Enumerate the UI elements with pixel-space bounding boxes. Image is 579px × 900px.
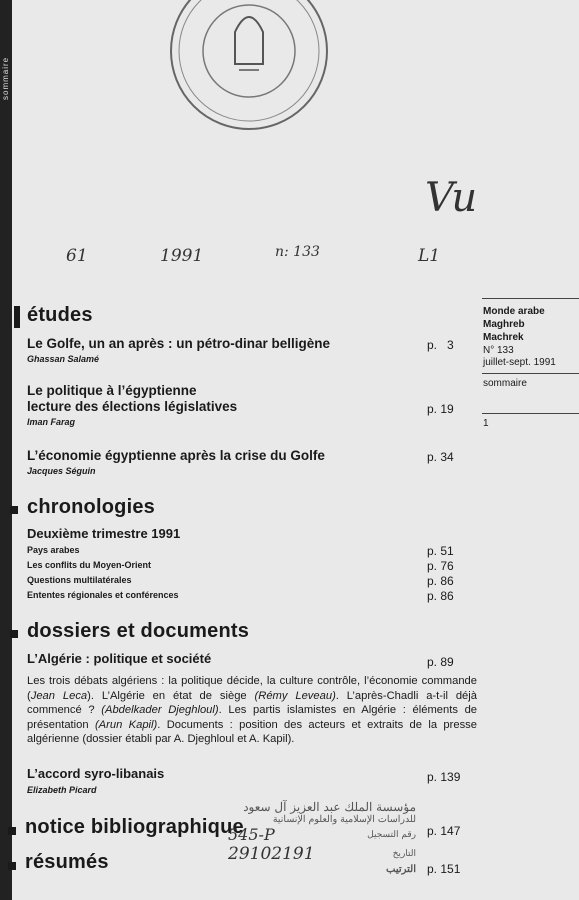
page-number: p. 86	[427, 589, 454, 603]
stamp-line: التاريخ	[392, 849, 416, 859]
stamp-row	[228, 844, 416, 864]
handwritten-mark: 1991	[160, 246, 204, 266]
journal-name-1: Monde arabe	[483, 306, 545, 317]
section-subtitle: L’Algérie : politique et société	[27, 651, 212, 666]
section-title-etudes: études	[27, 304, 93, 326]
handwritten-mark: L1	[418, 246, 441, 266]
section-subtitle: Deuxième trimestre 1991	[27, 526, 181, 541]
section-marker	[10, 506, 18, 514]
side-rule	[482, 298, 579, 299]
side-rule	[482, 373, 579, 374]
article-title: L’accord syro-libanais	[27, 766, 165, 781]
library-seal	[165, 0, 333, 130]
library-stamp	[228, 800, 416, 900]
side-rule	[482, 413, 579, 414]
article-author: Elizabeth Picard	[27, 785, 97, 795]
stamp-line: مؤسسة الملك عبد العزيز آل سعود	[243, 800, 416, 814]
section-marker	[14, 306, 20, 328]
stamp-line: رقم التسجيل	[367, 829, 416, 840]
section-title-notice: notice bibliographique	[25, 816, 244, 838]
dossier-description: Les trois débats algériens : la politique décide, la culture contrôle, l’économie commande (Jean Leca). L’Algérie en état de siège (Rémy Leveau). L’après-Chadli a-t-il déjà commencé ? (Abdelkader Djeghloul). Les partis islamistes en Algérie : éléments de présentation (Arun Kapil). Documents : position des acteurs et extraits de la presse algérienne (dossier établi par A. Djeghloul et A. Kapil).	[27, 675, 478, 745]
stamp-number: 29102191	[228, 844, 315, 864]
section-marker	[8, 827, 16, 835]
journal-date: juillet-sept. 1991	[483, 357, 556, 368]
page-number: p. 19	[427, 402, 454, 416]
stamp-line: الترتيب	[386, 864, 416, 875]
page-number: p. 3	[427, 338, 454, 352]
article-author: Jacques Séguin	[27, 466, 96, 476]
section-marker	[10, 630, 18, 638]
journal-page: 1	[483, 418, 489, 429]
section-title-chronologies: chronologies	[27, 496, 155, 518]
spine-band	[0, 0, 12, 900]
journal-name-3: Machrek	[483, 332, 524, 343]
page-number: p. 139	[427, 770, 461, 784]
page-number: p. 86	[427, 574, 454, 588]
page-number: p. 89	[427, 655, 454, 669]
stamp-code: 545-P	[228, 825, 275, 844]
page-number: p. 51	[427, 544, 454, 558]
article-author: Iman Farag	[27, 417, 76, 427]
article-title: lecture des élections législatives	[27, 399, 238, 414]
section-title-resumes: résumés	[25, 851, 109, 873]
chronology-item: Ententes régionales et conférences	[27, 590, 179, 600]
spine-label: sommaire	[1, 56, 10, 100]
handwritten-initials: Vu	[425, 175, 478, 221]
journal-number: N° 133	[483, 345, 514, 356]
chronology-item: Pays arabes	[27, 545, 80, 555]
stamp-row	[228, 825, 416, 844]
chronology-item: Questions multilatérales	[27, 575, 132, 585]
page-number: p. 34	[427, 450, 454, 464]
article-title: L’économie égyptienne après la crise du Golfe	[27, 448, 325, 463]
article-author: Ghassan Salamé	[27, 354, 100, 364]
chronology-item: Les conflits du Moyen-Orient	[27, 560, 152, 570]
journal-name-2: Maghreb	[483, 319, 525, 330]
page-number: p. 147	[427, 824, 461, 838]
article-title: Le politique à l’égyptienne	[27, 383, 197, 398]
stamp-line: للدراسات الإسلامية والعلوم الإنسانية	[272, 814, 416, 825]
handwritten-mark: n: 133	[275, 244, 320, 260]
handwritten-mark: 61	[66, 246, 88, 266]
page-number: p. 76	[427, 559, 454, 573]
journal-sommaire: sommaire	[483, 378, 527, 389]
page-number: p. 151	[427, 862, 461, 876]
article-title: Le Golfe, un an après : un pétro-dinar belligène	[27, 336, 331, 351]
section-marker	[8, 862, 16, 870]
section-title-dossiers: dossiers et documents	[27, 620, 250, 642]
